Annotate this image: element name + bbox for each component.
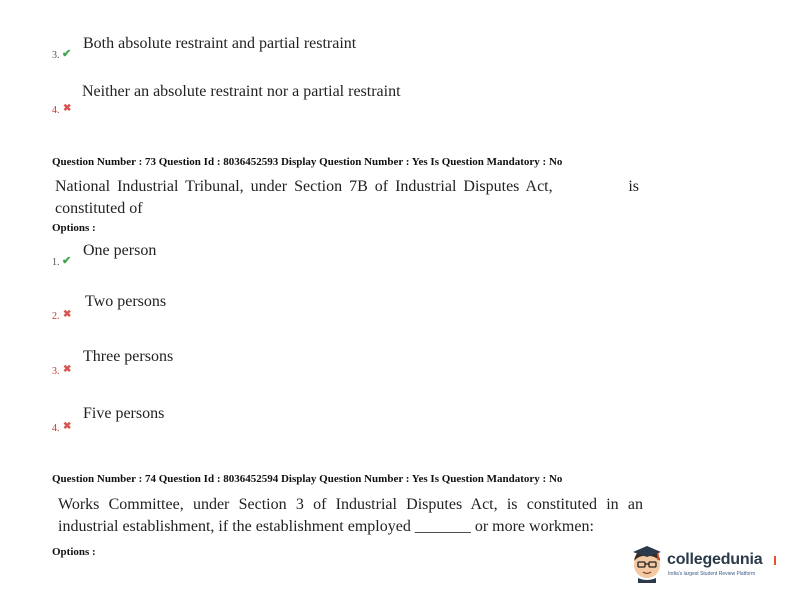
option-number: 4. xyxy=(52,423,60,434)
question-header: Question Number : 73 Question Id : 8036452593 Display Question Number : Yes Is Question Mandatory : No xyxy=(52,156,563,168)
option-text: Two persons xyxy=(85,293,167,310)
check-icon: ✔ xyxy=(62,48,72,60)
option-text: Both absolute restraint and partial restraint xyxy=(83,35,357,52)
question-text xyxy=(58,494,643,538)
option-number: 1. xyxy=(52,257,60,268)
cross-icon: ✖ xyxy=(63,421,72,432)
logo-accent-bar xyxy=(774,556,776,565)
option-number: 3. xyxy=(52,366,60,377)
cross-icon: ✖ xyxy=(63,103,72,114)
options-label: Options : xyxy=(52,222,96,234)
option-text: One person xyxy=(83,242,157,259)
question-text-line-tail: is xyxy=(628,178,639,195)
option-text: Three persons xyxy=(83,348,174,365)
question-text xyxy=(55,176,639,220)
question-text-line: constituted of xyxy=(55,200,143,217)
options-label: Options : xyxy=(52,546,96,558)
cross-icon: ✖ xyxy=(63,309,72,320)
question-header: Question Number : 74 Question Id : 8036452594 Display Question Number : Yes Is Question Mandatory : No xyxy=(52,473,563,485)
cross-icon: ✖ xyxy=(63,364,72,375)
option-number: 4. xyxy=(52,105,60,116)
option-text: Five persons xyxy=(83,405,165,422)
mascot-icon xyxy=(630,543,664,583)
logo-tagline: India's largest Student Review Platform xyxy=(668,571,756,577)
check-icon: ✔ xyxy=(62,255,72,267)
question-text-line: industrial establishment, if the establishment employed _______ or more workmen: xyxy=(58,518,594,535)
question-text-line: Works Committee, under Section 3 of Industrial Disputes Act, is constituted in an xyxy=(58,496,643,513)
option-text: Neither an absolute restraint nor a partial restraint xyxy=(82,83,401,100)
collegedunia-logo xyxy=(630,543,780,585)
option-number: 2. xyxy=(52,311,60,322)
option-number: 3. xyxy=(52,50,60,61)
question-text-line: National Industrial Tribunal, under Section 7B of Industrial Disputes Act, xyxy=(55,178,553,195)
logo-wordmark: collegedunia xyxy=(667,551,763,568)
